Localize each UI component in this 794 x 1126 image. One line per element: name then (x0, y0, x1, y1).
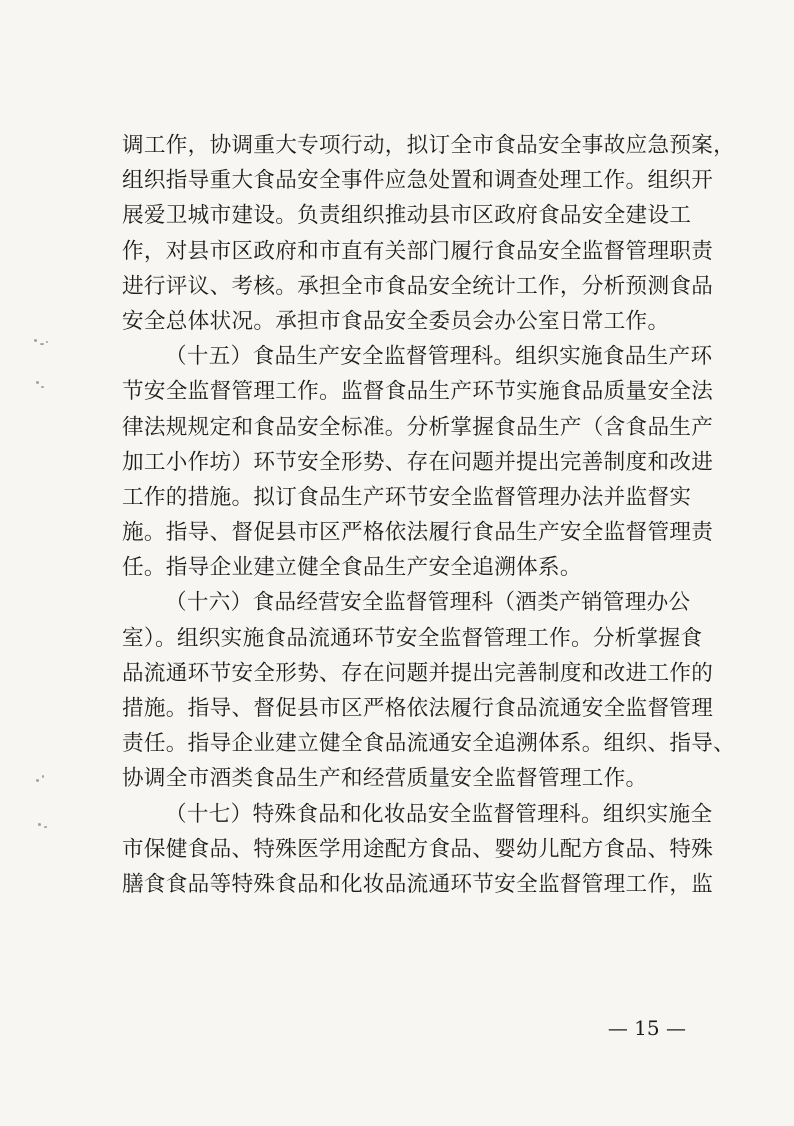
section-heading-line: （十五）食品生产安全监督管理科。组织实施食品生产环 (165, 344, 713, 370)
scan-speck (42, 775, 44, 778)
text-line: 协调全市酒类食品生产和经营质量安全监督管理工作。 (122, 766, 648, 792)
text-line: 组织指导重大食品安全事件应急处置和调查处理工作。组织开 (122, 168, 714, 194)
page-number: — 15 — (607, 1016, 686, 1040)
text-line: 措施。指导、督促县市区严格依法履行食品流通安全监督管理 (122, 696, 714, 721)
text-line: 展爱卫城市建设。负责组织推动县市区政府食品安全建设工 (122, 203, 692, 229)
scan-speck (38, 823, 41, 826)
scan-speck (34, 339, 37, 342)
scan-speck (44, 826, 47, 828)
text-line: 责任。指导企业建立健全食品流通安全追溯体系。组织、指导、 (122, 731, 736, 757)
text-line: 膳食食品等特殊食品和化妆品流通环节安全监督管理工作，监 (122, 871, 714, 897)
text-line: 节安全监督管理工作。监督食品生产环节实施食品质量安全法 (122, 379, 714, 405)
text-line: 安全总体状况。承担市食品安全委员会办公室日常工作。 (122, 308, 670, 334)
scan-speck (41, 386, 44, 388)
scan-speck (46, 341, 48, 343)
text-line: 进行评议、考核。承担全市食品安全统计工作，分析预测食品 (122, 273, 714, 299)
text-line: 品流通环节安全形势、存在问题并提出完善制度和改进工作的 (122, 660, 714, 686)
text-line: 施。指导、督促县市区严格依法履行食品生产安全监督管理责 (122, 520, 714, 546)
section-heading-line: （十六）食品经营安全监督管理科（酒类产销管理办公 (165, 590, 691, 616)
text-line: 任。指导企业建立健全食品生产安全追溯体系。 (122, 555, 582, 581)
text-line: 律法规规定和食品安全标准。分析掌握食品生产（含食品生产 (122, 414, 714, 440)
text-line: 加工小作坊）环节安全形势、存在问题并提出完善制度和改进 (122, 449, 714, 475)
text-line: 工作的措施。拟订食品生产环节安全监督管理办法并监督实 (122, 484, 692, 510)
body-text (122, 128, 736, 902)
text-line: 室）。组织实施食品流通环节安全监督管理工作。分析掌握食 (122, 625, 703, 651)
scan-speck (36, 779, 39, 782)
text-line: 调工作，协调重大专项行动，拟订全市食品安全事故应急预案， (122, 133, 736, 158)
scan-speck (40, 343, 44, 345)
text-line: 作，对县市区政府和市直有关部门履行食品安全监督管理职责 (122, 238, 714, 264)
section-heading-line: （十七）特殊食品和化妆品安全监督管理科。组织实施全 (165, 801, 713, 827)
text-line: 市保健食品、特殊医学用途配方食品、婴幼儿配方食品、特殊 (122, 836, 714, 862)
scan-speck (36, 381, 39, 384)
